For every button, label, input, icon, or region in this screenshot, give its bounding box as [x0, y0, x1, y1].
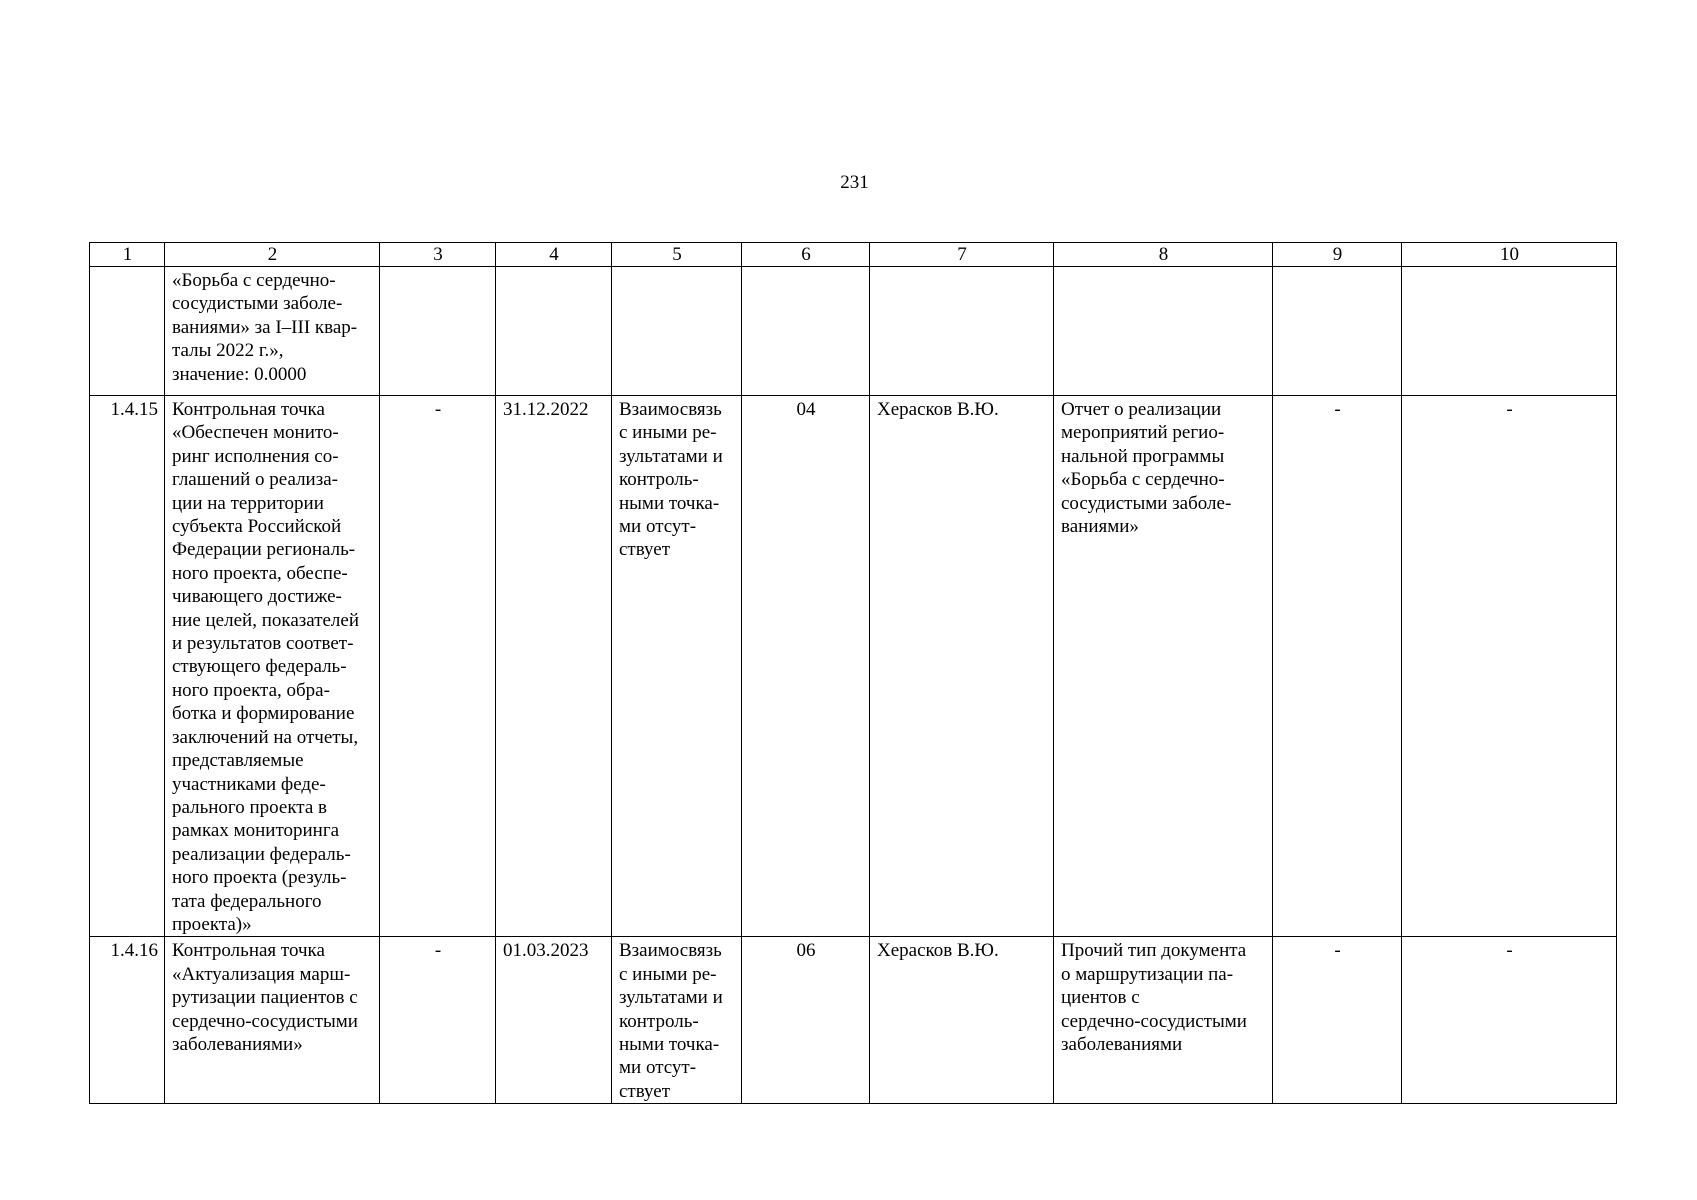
column-header: 4: [496, 243, 612, 267]
row-number-cell: 1.4.16: [90, 937, 165, 1104]
column-header: 1: [90, 243, 165, 267]
date-cell: 31.12.2022: [496, 396, 612, 937]
date-cell: 01.03.2023: [496, 937, 612, 1104]
table-row: [90, 937, 1617, 1104]
col9-cell: -: [1273, 396, 1402, 937]
col9-cell: [1273, 267, 1402, 396]
table-row: [90, 396, 1617, 937]
row-number-cell: 1.4.15: [90, 396, 165, 937]
relation-cell: Взаимосвязь с иными ре- зультатами и контроль- ными точка- ми отсут- ствует: [612, 396, 742, 937]
document-cell: [1054, 267, 1273, 396]
col3-cell: [380, 267, 496, 396]
col10-cell: -: [1402, 937, 1617, 1104]
row-name-cell: Контрольная точка «Обеспечен монито- ринг исполнения со- глашений о реализа- ции на территории субъекта Российской Федерации региональ- ного проекта, обеспе- чивающего достиже- ние целей, показателей и результатов соответ- ствующего федераль- ного проекта, обра- ботка и формирование заключений на отчеты, представляемые участниками феде- рального проекта в рамках мониторинга реализации федераль- ного проекта (резуль- тата федерального проекта)»: [165, 396, 380, 937]
responsible-cell: [870, 267, 1054, 396]
row-name-cell: Контрольная точка «Актуализация марш- рутизации пациентов с сердечно-сосудистыми заболеваниями»: [165, 937, 380, 1104]
relation-cell: Взаимосвязь с иными ре- зультатами и контроль- ными точка- ми отсут- ствует: [612, 937, 742, 1104]
column-header: 3: [380, 243, 496, 267]
column-header: 7: [870, 243, 1054, 267]
control-points-table: [89, 242, 1617, 1104]
row-name-cell: «Борьба с сердечно- сосудистыми заболе- ваниями» за I–III квар- талы 2022 г.», значение: 0.0000: [165, 267, 380, 396]
table-header-row: [90, 243, 1617, 267]
code-cell: 04: [742, 396, 870, 937]
col10-cell: -: [1402, 396, 1617, 937]
document-cell: Прочий тип документа о маршрутизации па- циентов с сердечно-сосудистыми заболеваниями: [1054, 937, 1273, 1104]
column-header: 2: [165, 243, 380, 267]
code-cell: 06: [742, 937, 870, 1104]
responsible-cell: Херасков В.Ю.: [870, 937, 1054, 1104]
col9-cell: -: [1273, 937, 1402, 1104]
code-cell: [742, 267, 870, 396]
column-header: 10: [1402, 243, 1617, 267]
row-number-cell: [90, 267, 165, 396]
table-row: [90, 267, 1617, 396]
col3-cell: -: [380, 937, 496, 1104]
column-header: 9: [1273, 243, 1402, 267]
column-header: 8: [1054, 243, 1273, 267]
col10-cell: [1402, 267, 1617, 396]
page-number: 231: [840, 172, 869, 193]
responsible-cell: Херасков В.Ю.: [870, 396, 1054, 937]
column-header: 6: [742, 243, 870, 267]
date-cell: [496, 267, 612, 396]
relation-cell: [612, 267, 742, 396]
column-header: 5: [612, 243, 742, 267]
document-cell: Отчет о реализации мероприятий регио- нальной программы «Борьба с сердечно- сосудистыми заболе- ваниями»: [1054, 396, 1273, 937]
col3-cell: -: [380, 396, 496, 937]
